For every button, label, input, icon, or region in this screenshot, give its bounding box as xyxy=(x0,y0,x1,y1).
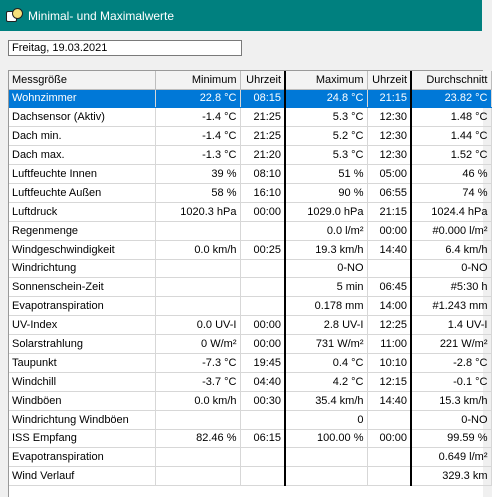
cell-uhrzeit-min xyxy=(240,297,285,316)
table-row[interactable] xyxy=(9,108,491,127)
cell-durchschnitt: 74 % xyxy=(411,183,491,202)
cell-messgroesse: Luftdruck xyxy=(9,202,155,221)
cell-maximum: 19.3 km/h xyxy=(285,240,367,259)
cell-uhrzeit-min: 00:00 xyxy=(240,335,285,354)
cell-uhrzeit-min: 06:15 xyxy=(240,429,285,448)
cell-messgroesse: ISS Empfang xyxy=(9,429,155,448)
cell-uhrzeit-min: 00:30 xyxy=(240,391,285,410)
cell-maximum: 90 % xyxy=(285,183,367,202)
column-header-maximum[interactable]: Maximum xyxy=(285,71,367,89)
cell-durchschnitt: 0.649 l/m² xyxy=(411,448,491,467)
cell-uhrzeit-min xyxy=(240,278,285,297)
title-bar[interactable] xyxy=(0,0,482,31)
cell-maximum: 0.0 l/m² xyxy=(285,221,367,240)
table-row[interactable] xyxy=(9,146,491,165)
cell-durchschnitt: #1.243 mm xyxy=(411,297,491,316)
table-row[interactable] xyxy=(9,297,491,316)
cell-minimum: -1.4 °C xyxy=(155,127,240,146)
cell-uhrzeit-max xyxy=(367,259,411,278)
column-header-uhrzeit-max[interactable]: Uhrzeit xyxy=(367,71,411,89)
cell-uhrzeit-min: 00:25 xyxy=(240,240,285,259)
cell-durchschnitt: 1.44 °C xyxy=(411,127,491,146)
table-row[interactable] xyxy=(9,221,491,240)
cell-uhrzeit-max: 12:25 xyxy=(367,316,411,335)
cell-messgroesse: Evapotranspiration xyxy=(9,297,155,316)
table-row[interactable] xyxy=(9,89,491,108)
cell-uhrzeit-max: 12:30 xyxy=(367,108,411,127)
cell-maximum xyxy=(285,467,367,486)
cell-minimum: -3.7 °C xyxy=(155,372,240,391)
cell-uhrzeit-min: 00:00 xyxy=(240,202,285,221)
cell-uhrzeit-max: 00:00 xyxy=(367,221,411,240)
cell-uhrzeit-max: 05:00 xyxy=(367,165,411,184)
table-row[interactable] xyxy=(9,202,491,221)
cell-minimum: -1.4 °C xyxy=(155,108,240,127)
cell-minimum xyxy=(155,278,240,297)
cell-maximum: 0 xyxy=(285,410,367,429)
cell-uhrzeit-max: 12:15 xyxy=(367,372,411,391)
cell-uhrzeit-max: 10:10 xyxy=(367,353,411,372)
cell-uhrzeit-min: 00:00 xyxy=(240,316,285,335)
cell-durchschnitt: 1024.4 hPa xyxy=(411,202,491,221)
cell-uhrzeit-min: 16:10 xyxy=(240,183,285,202)
cell-uhrzeit-max: 00:00 xyxy=(367,429,411,448)
table-row[interactable] xyxy=(9,259,491,278)
cell-durchschnitt: 1.4 UV-I xyxy=(411,316,491,335)
cell-minimum xyxy=(155,448,240,467)
cell-messgroesse: Solarstrahlung xyxy=(9,335,155,354)
cell-uhrzeit-max: 12:30 xyxy=(367,146,411,165)
cell-minimum xyxy=(155,297,240,316)
cell-uhrzeit-max: 06:45 xyxy=(367,278,411,297)
cell-minimum: 39 % xyxy=(155,165,240,184)
cell-uhrzeit-min xyxy=(240,448,285,467)
cell-maximum: 0.4 °C xyxy=(285,353,367,372)
cell-durchschnitt: -0.1 °C xyxy=(411,372,491,391)
cell-uhrzeit-max: 14:40 xyxy=(367,391,411,410)
cell-uhrzeit-min: 08:15 xyxy=(240,89,285,108)
cell-uhrzeit-max xyxy=(367,410,411,429)
cell-uhrzeit-min: 19:45 xyxy=(240,353,285,372)
cell-maximum: 0.178 mm xyxy=(285,297,367,316)
table-row[interactable] xyxy=(9,240,491,259)
cell-messgroesse: Windchill xyxy=(9,372,155,391)
cell-uhrzeit-max: 14:00 xyxy=(367,297,411,316)
column-header-minimum[interactable]: Minimum xyxy=(155,71,240,89)
cell-minimum xyxy=(155,467,240,486)
cell-messgroesse: Luftfeuchte Innen xyxy=(9,165,155,184)
cell-minimum: -7.3 °C xyxy=(155,353,240,372)
cell-messgroesse: Windrichtung xyxy=(9,259,155,278)
table-row[interactable] xyxy=(9,467,491,486)
values-table[interactable] xyxy=(8,70,488,497)
cell-maximum: 5.2 °C xyxy=(285,127,367,146)
cell-minimum xyxy=(155,410,240,429)
cell-minimum: -1.3 °C xyxy=(155,146,240,165)
cell-minimum: 0 W/m² xyxy=(155,335,240,354)
column-header-uhrzeit-min[interactable]: Uhrzeit xyxy=(240,71,285,89)
table-row[interactable] xyxy=(9,391,491,410)
cell-minimum xyxy=(155,259,240,278)
cell-uhrzeit-min: 21:25 xyxy=(240,108,285,127)
cell-maximum: 100.00 % xyxy=(285,429,367,448)
cell-minimum: 82.46 % xyxy=(155,429,240,448)
cell-minimum: 1020.3 hPa xyxy=(155,202,240,221)
cell-durchschnitt: -2.8 °C xyxy=(411,353,491,372)
cell-durchschnitt: 99.59 % xyxy=(411,429,491,448)
cell-maximum: 2.8 UV-I xyxy=(285,316,367,335)
cell-maximum: 0-NO xyxy=(285,259,367,278)
cell-uhrzeit-min xyxy=(240,259,285,278)
table-header xyxy=(9,71,491,89)
cell-uhrzeit-min xyxy=(240,221,285,240)
cell-maximum: 5.3 °C xyxy=(285,146,367,165)
table-row[interactable] xyxy=(9,316,491,335)
cell-minimum: 0.0 km/h xyxy=(155,391,240,410)
cell-maximum: 4.2 °C xyxy=(285,372,367,391)
cell-messgroesse: Regenmenge xyxy=(9,221,155,240)
cell-messgroesse: Luftfeuchte Außen xyxy=(9,183,155,202)
cell-durchschnitt: 1.52 °C xyxy=(411,146,491,165)
table-row[interactable] xyxy=(9,353,491,372)
cell-messgroesse: Sonnenschein-Zeit xyxy=(9,278,155,297)
cell-uhrzeit-max: 21:15 xyxy=(367,89,411,108)
cell-uhrzeit-min xyxy=(240,467,285,486)
table-row[interactable] xyxy=(9,429,491,448)
cell-uhrzeit-max: 06:55 xyxy=(367,183,411,202)
cell-durchschnitt: 0-NO xyxy=(411,410,491,429)
table-row[interactable] xyxy=(9,127,491,146)
cell-uhrzeit-max xyxy=(367,467,411,486)
cell-durchschnitt: 15.3 km/h xyxy=(411,391,491,410)
cell-messgroesse: Dach min. xyxy=(9,127,155,146)
cell-uhrzeit-max: 14:40 xyxy=(367,240,411,259)
table-row[interactable] xyxy=(9,372,491,391)
cell-uhrzeit-min: 08:10 xyxy=(240,165,285,184)
cell-durchschnitt: 1.48 °C xyxy=(411,108,491,127)
table-row[interactable] xyxy=(9,335,491,354)
cell-uhrzeit-min xyxy=(240,410,285,429)
cell-minimum: 22.8 °C xyxy=(155,89,240,108)
table-row[interactable] xyxy=(9,410,491,429)
cell-minimum: 58 % xyxy=(155,183,240,202)
cell-messgroesse: Taupunkt xyxy=(9,353,155,372)
cell-messgroesse: Wohnzimmer xyxy=(9,89,155,108)
cell-durchschnitt: 46 % xyxy=(411,165,491,184)
app-icon xyxy=(6,8,22,24)
cell-maximum: 5.3 °C xyxy=(285,108,367,127)
cell-uhrzeit-max xyxy=(367,448,411,467)
cell-minimum xyxy=(155,221,240,240)
cell-durchschnitt: 221 W/m² xyxy=(411,335,491,354)
cell-maximum: 51 % xyxy=(285,165,367,184)
cell-uhrzeit-min: 21:20 xyxy=(240,146,285,165)
cell-durchschnitt: 329.3 km xyxy=(411,467,491,486)
cell-uhrzeit-max: 12:30 xyxy=(367,127,411,146)
cell-durchschnitt: #5:30 h xyxy=(411,278,491,297)
window-title: Minimal- und Maximalwerte xyxy=(28,8,175,23)
cell-uhrzeit-min: 21:25 xyxy=(240,127,285,146)
table-row[interactable] xyxy=(9,165,491,184)
cell-maximum: 5 min xyxy=(285,278,367,297)
cell-messgroesse: Evapotranspiration xyxy=(9,448,155,467)
cell-messgroesse: Dach max. xyxy=(9,146,155,165)
column-header-durchschnitt[interactable]: Durchschnitt xyxy=(411,71,491,89)
cell-messgroesse: Windgeschwindigkeit xyxy=(9,240,155,259)
cell-maximum: 24.8 °C xyxy=(285,89,367,108)
cell-maximum xyxy=(285,448,367,467)
cell-uhrzeit-min: 04:40 xyxy=(240,372,285,391)
cell-uhrzeit-max: 11:00 xyxy=(367,335,411,354)
cell-uhrzeit-max: 21:15 xyxy=(367,202,411,221)
cell-minimum: 0.0 km/h xyxy=(155,240,240,259)
cell-durchschnitt: 6.4 km/h xyxy=(411,240,491,259)
cell-messgroesse: UV-Index xyxy=(9,316,155,335)
cell-maximum: 1029.0 hPa xyxy=(285,202,367,221)
column-header-messgroesse[interactable]: Messgröße xyxy=(9,71,155,89)
cell-maximum: 35.4 km/h xyxy=(285,391,367,410)
table-row[interactable] xyxy=(9,448,491,467)
cell-messgroesse: Windrichtung Windböen xyxy=(9,410,155,429)
table-row[interactable] xyxy=(9,183,491,202)
cell-messgroesse: Windböen xyxy=(9,391,155,410)
cell-messgroesse: Dachsensor (Aktiv) xyxy=(9,108,155,127)
cell-durchschnitt: #0.000 l/m² xyxy=(411,221,491,240)
cell-minimum: 0.0 UV-I xyxy=(155,316,240,335)
cell-maximum: 731 W/m² xyxy=(285,335,367,354)
cell-messgroesse: Wind Verlauf xyxy=(9,467,155,486)
table-row[interactable] xyxy=(9,278,491,297)
date-field[interactable]: Freitag, 19.03.2021 xyxy=(8,40,242,56)
cell-durchschnitt: 23.82 °C xyxy=(411,89,491,108)
cell-durchschnitt: 0-NO xyxy=(411,259,491,278)
